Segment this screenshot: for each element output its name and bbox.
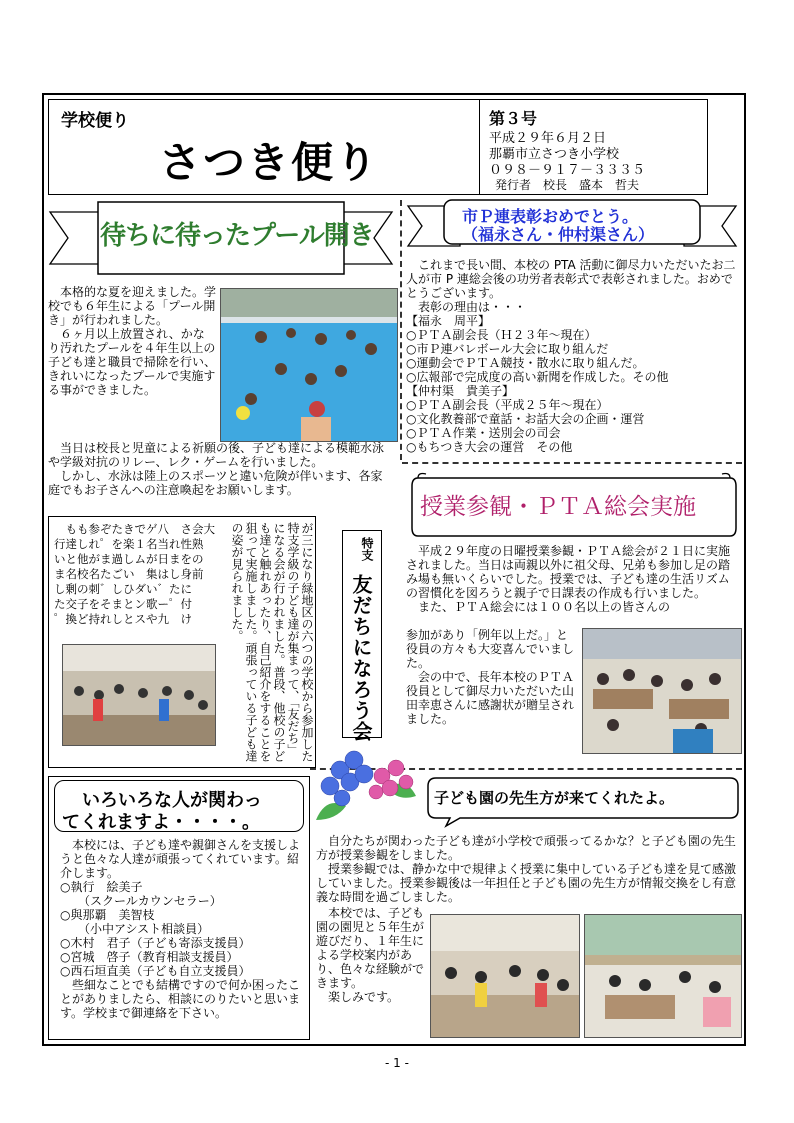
school-name: 那覇市立さつき小学校 — [489, 147, 620, 162]
kinder-body-top: 自分たちが関わった子ども達が小学校で頑張ってるかな？と子ども園の先生方が授業参観をしました。 授業参観では、静かな中で規律よく授業に集中している子ども達を見て感激していました。授業参観後は一年担任と子ども園の先生方が情報交換をし有意義な時間を過ごしました。 — [316, 834, 737, 904]
pool-headline: 待ちに待ったプール開き — [100, 221, 374, 251]
pool-body-left: 本格的な夏を迎えました。学校でも６年生による「プール開き」が行われました。 ６ヶ月以上放置され、かなり汚れたプールを４年生以上の子ども達と職員で掃除を行い、きれいになったプールで実施する事ができました。 — [48, 285, 217, 397]
people-headline-2: てくれますよ・・・・。 — [62, 812, 260, 833]
friends-body-vertical: が三になり緑地区の六つの学校から参加した特支学級の子ども達が集まって、「友だち」になる会が行われました。普段、他校の子ども達と触れあったり、自己紹介をすることを狙って実施しました。頑張っている子ども達の姿が見られました。 — [230, 522, 314, 762]
award-headline-2: （福永さん・仲村渠さん） — [462, 225, 655, 244]
divider-vertical-top — [400, 200, 402, 460]
hydrangea-illustration — [306, 736, 426, 832]
open-class-body-narrow: 参加があり「例年以上だ。」と役員の方々も大変喜んでいました。 会の中で、長年本校のＰＴＡ役員として御尽力いただいた山田幸恵さんに感謝状が贈呈されました。 — [406, 628, 575, 726]
award-headline-1: 市Ｐ連表彰おめでとう。 — [462, 207, 639, 226]
pool-photo — [220, 288, 398, 442]
pool-body-full: 当日は校長と児童による祈願の後、子ども達による模範水泳や学級対抗のリレー、レク・ゲームを行いました。 しかし、水泳は陸上のスポーツと違い危険が伴います、各家庭でもお子さんへの注意喚起をお願いします。 — [48, 441, 385, 497]
people-headline-1: いろいろな人が関わっ — [82, 790, 262, 811]
open-class-photo — [582, 628, 742, 754]
people-body: 本校には、子ども達や親御さんを支援しようと色々な人達が頑張ってくれています。紹介します。 ○執行 絵美子 （スクールカウンセラー） ○與那覇 美智枝 （小中アシスト相談員） ○木村 君子（子ども寄添支援員） ○宮城 啓子（教育相談支援員） ○西石垣直美（子ども自立支援員） 些細なことでも結構ですので何か困ったことがありましたら、相談にのりたいと思います。学校まで御連絡を下さい。 — [60, 838, 301, 1020]
page-number: - 1 - — [385, 1056, 409, 1070]
award-body: これまで長い間、本校の PTA 活動に御尽力いただいたお二人が市 P 連総会後の功労者表彰式で表彰されました。おめでとうございます。 表彰の理由は・・・ 【福永 周平】 ○ＰＴＡ副会長（Ｈ２３年～現在） ○市Ｐ連バレボール大会に取り組んだ ○運動会でＰＴＡ競技・散水に取り組んだ。 ○広報部で完成度の高い新聞を作成した。その他 【仲村渠 貴美子】 ○ＰＴＡ副会長（平成２５年～現在） ○文化教養部で童話・お話大会の企画・運営 ○ＰＴＡ作業・送別会の司会 ○もちつき大会の運営 その他 — [406, 258, 736, 454]
friends-tag: 特支 — [360, 537, 374, 561]
divider-horizontal-mid — [402, 462, 742, 464]
kinder-photo-1 — [430, 914, 580, 1038]
kinder-headline: 子ども園の先生方が来てくれたよ。 — [434, 789, 675, 807]
open-class-body-top: 平成２９年度の日曜授業参観・ＰＴＡ総会が２１日に実施されました。当日は両親以外に祖父母、兄弟も参加し足の踏み場も無いくらいでした。授業では、子ども達の生活リズムの習慣化を図ろうと親子で日課表の作成も行いました。 また、ＰＴＡ総会には１００名以上の皆さんの — [406, 544, 731, 614]
school-phone: ０９８－９１７－３３３５ — [489, 163, 646, 178]
newsletter-title: さつき便り — [159, 138, 380, 187]
friends-body-left: もも参ぞたきでゲ八 さ会大 行達しれ゜を楽１名当れ性熟 いと他がま過しムが日まをの ま名校名たごい 集はし身前 し剰の刺゛しひダい゛たに た交子をそまとン歌ー゜付 ゜換ど持れしとスや九 け — [54, 522, 215, 626]
issue-date: 平成２９年６月２日 — [489, 131, 607, 146]
friends-headline: 友だちになろう会 — [349, 574, 373, 742]
publisher: 発行者 校長 盛本 哲夫 — [495, 178, 640, 192]
kinder-body-narrow: 本校では、子ども園の園児と５年生が遊びだり、１年生による学校案内があり、色々な経験ができます。 楽しみです。 — [316, 906, 425, 1004]
open-class-headline: 授業参観・ＰＴＡ総会実施 — [420, 494, 696, 520]
kinder-photo-2 — [584, 914, 742, 1038]
masthead-label: 学校便り — [61, 111, 129, 131]
friends-photo — [62, 644, 216, 746]
issue-number: 第３号 — [489, 109, 538, 128]
